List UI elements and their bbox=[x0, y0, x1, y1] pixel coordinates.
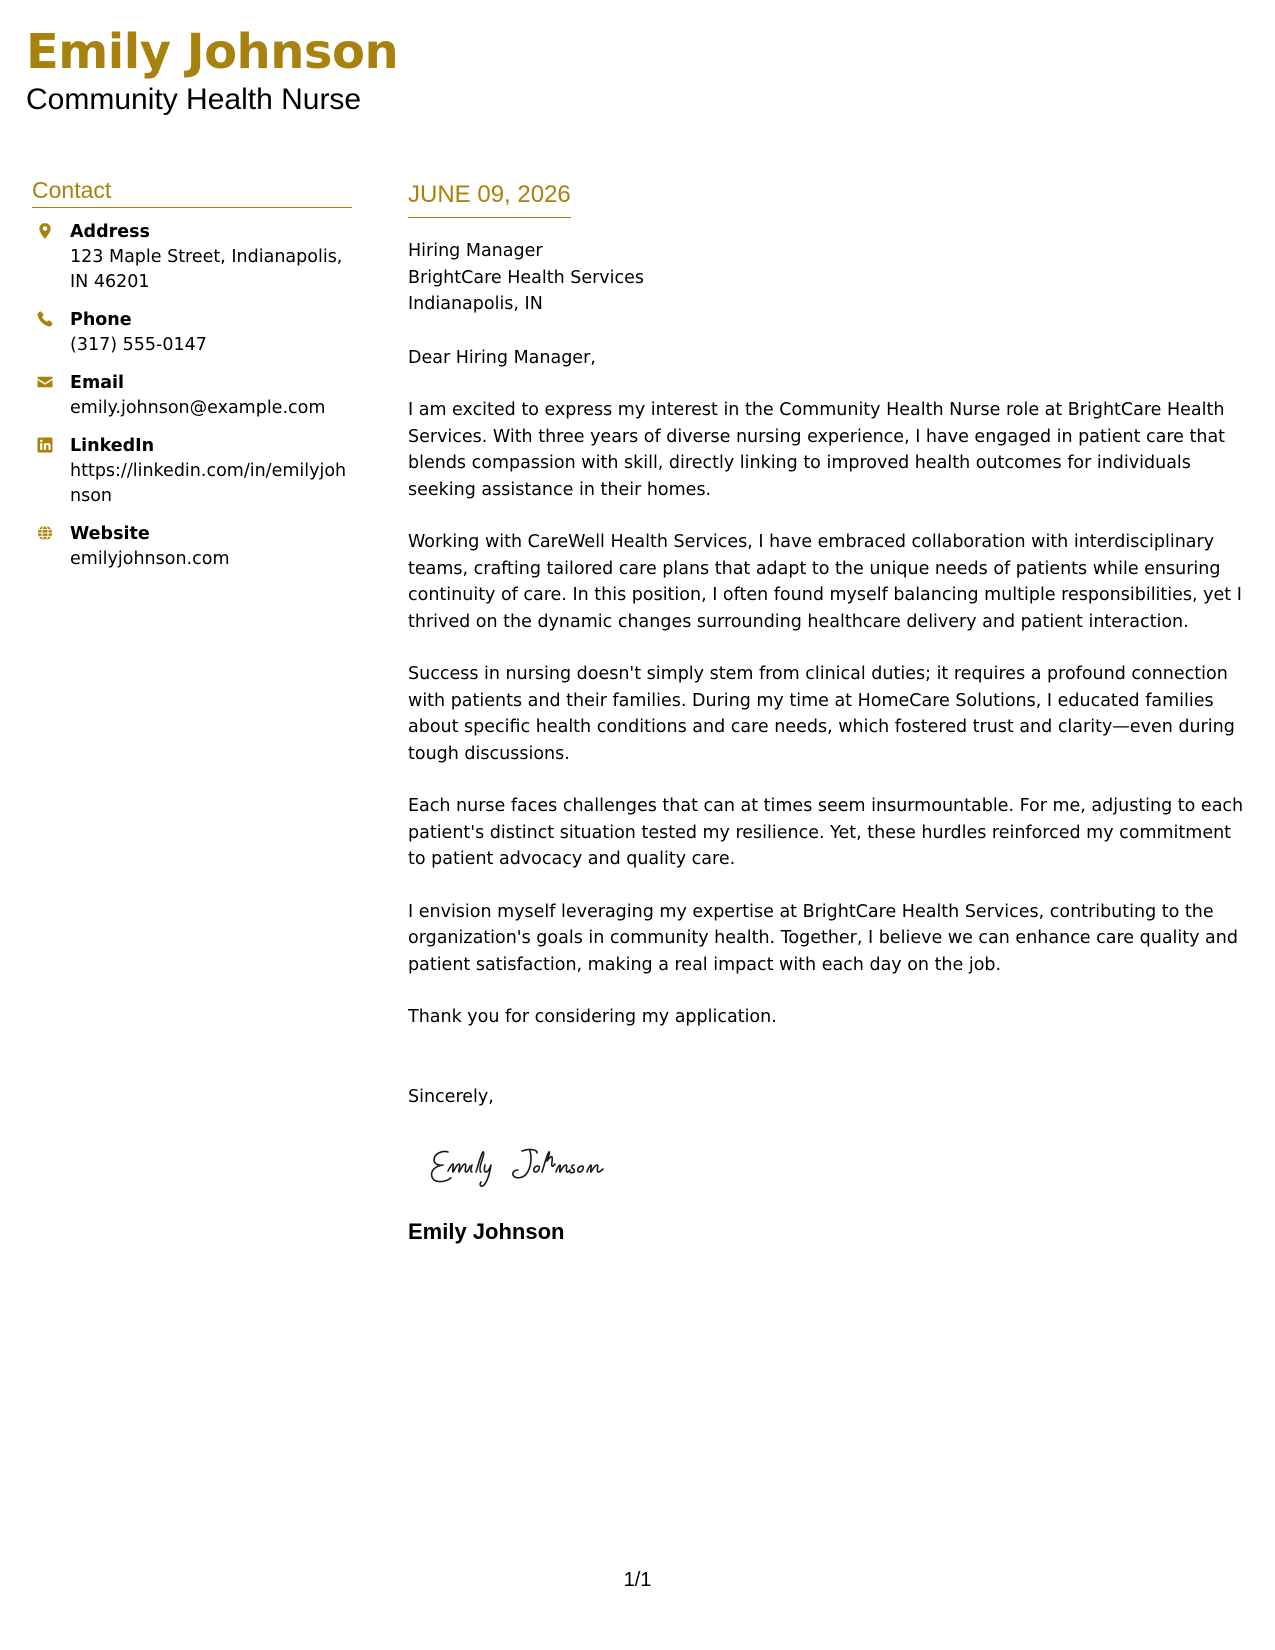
contact-item-email bbox=[32, 371, 352, 421]
contact-item-website bbox=[32, 522, 352, 572]
phone-icon bbox=[34, 308, 56, 330]
recipient-line: Indianapolis, IN bbox=[408, 294, 543, 314]
applicant-name: Emily Johnson bbox=[26, 24, 399, 80]
closing: Sincerely, bbox=[408, 1086, 494, 1107]
letter-paragraph: I envision myself leveraging my expertise at BrightCare Health Services, contributing to the organization's goals in community health. Together, I believe we can enhance care quality and patient satisfaction, making a real impact with each day on the job. bbox=[408, 901, 1238, 975]
map-pin-icon bbox=[34, 220, 56, 242]
salutation: Dear Hiring Manager, bbox=[408, 347, 596, 368]
letter-paragraph: Success in nursing doesn't simply stem from clinical duties; it requires a profound connection with patients and their families. During my time at HomeCare Solutions, I educated families about specific health conditions and care needs, which fostered trust and clarity—even during tough discussions. bbox=[408, 664, 1235, 764]
contact-value: (317) 555-0147 bbox=[70, 335, 207, 355]
contact-value: emily.johnson@example.com bbox=[70, 398, 326, 418]
contact-label: Website bbox=[70, 524, 150, 544]
contact-value: 123 Maple Street, Indianapolis, IN 46201 bbox=[70, 247, 343, 292]
recipient-line: Hiring Manager bbox=[408, 241, 543, 261]
handwritten-signature bbox=[426, 1138, 666, 1198]
letter-paragraph: I am excited to express my interest in the Community Health Nurse role at BrightCare Health Services. With three years of diverse nursing experience, I have engaged in patient care that blends compassion with skill, directly linking to improved health outcomes for individuals seeking assistance in their homes. bbox=[408, 400, 1226, 500]
contact-label: Email bbox=[70, 373, 124, 393]
contact-sidebar bbox=[32, 176, 352, 585]
signed-name: Emily Johnson bbox=[408, 1219, 565, 1244]
linkedin-icon bbox=[34, 434, 56, 456]
contact-label: Phone bbox=[70, 310, 132, 330]
contact-heading: Contact bbox=[32, 176, 352, 208]
contact-value: https://linkedin.com/in/emilyjohnson bbox=[70, 461, 347, 506]
letter-paragraph: Thank you for considering my application. bbox=[408, 1007, 777, 1027]
contact-label: Address bbox=[70, 222, 150, 242]
cover-letter bbox=[408, 180, 1253, 1246]
contact-item-linkedin bbox=[32, 434, 352, 509]
globe-icon bbox=[34, 522, 56, 544]
letter-paragraph: Each nurse faces challenges that can at times seem insurmountable. For me, adjusting to each patient's distinct situation tested my resilience. Yet, these hurdles reinforced my commitment to patient advocacy and quality care. bbox=[408, 796, 1244, 869]
recipient-block bbox=[408, 238, 1253, 318]
page-number: 1/1 bbox=[623, 1569, 652, 1591]
letter-paragraph: Working with CareWell Health Services, I have embraced collaboration with interdisciplinary teams, crafting tailored care plans that adapt to the unique needs of patients while ensuring continuity of care. In this position, I often found myself balancing multiple responsibilities, yet I thrived on the dynamic changes surrounding healthcare delivery and patient interaction. bbox=[408, 532, 1242, 632]
contact-item-address bbox=[32, 220, 352, 295]
resume-header bbox=[26, 22, 398, 118]
recipient-line: BrightCare Health Services bbox=[408, 267, 645, 288]
envelope-icon bbox=[34, 371, 56, 393]
applicant-title: Community Health Nurse bbox=[26, 83, 362, 116]
contact-label: LinkedIn bbox=[70, 436, 155, 456]
letter-date: JUNE 09, 2026 bbox=[408, 180, 571, 218]
contact-item-phone bbox=[32, 308, 352, 358]
contact-value: emilyjohnson.com bbox=[70, 549, 230, 569]
